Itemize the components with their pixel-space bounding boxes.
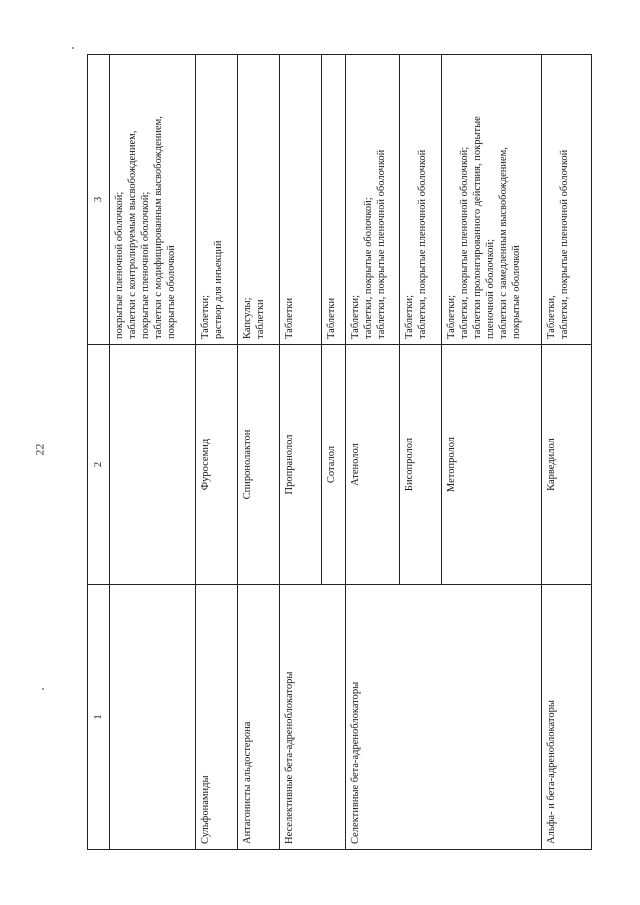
table-row	[238, 55, 280, 850]
table-row	[280, 55, 322, 850]
row9-drug: Карведилол	[542, 345, 592, 585]
table-row	[542, 55, 592, 850]
row7-forms: Таблетки; таблетки, покрытые пленочной оболочкой	[400, 55, 442, 345]
table-row	[346, 55, 400, 850]
row9-group: Альфа- и бета-адреноблокаторы	[542, 585, 592, 850]
row5-drug: Соталол	[322, 345, 346, 585]
row2-drug: Фуросемид	[196, 345, 238, 585]
row4-forms: Таблетки	[280, 55, 322, 345]
row6-forms: Таблетки; таблетки, покрытые оболочкой; таблетки, покрытые пленочной оболочкой	[346, 55, 400, 345]
header-col-2: 2	[88, 345, 110, 585]
row9-forms: Таблетки, таблетки, покрытые пленочной оболочкой	[542, 55, 592, 345]
row3-group: Антагонисты альдостерона	[238, 585, 280, 850]
scan-speck	[42, 688, 44, 690]
row8-forms: Таблетки; таблетки, покрытые пленочной оболочкой; таблетки пролонгированного действия, покрытые пленочной оболочкой; таблетки с замедленным высвобождением, покрытые оболочкой	[442, 55, 542, 345]
scan-speck	[72, 47, 74, 49]
row6-drug: Атенолол	[346, 345, 400, 585]
row2-forms: Таблетки; раствор для инъекций	[196, 55, 238, 345]
page-number: 22	[32, 443, 47, 456]
row4-group: Неселективные бета-адреноблокаторы	[280, 585, 346, 850]
table-row	[196, 55, 238, 850]
row8-drug: Метопролол	[442, 345, 542, 585]
table-row	[110, 55, 196, 850]
row5-forms: Таблетки	[322, 55, 346, 345]
table-header-row	[88, 55, 110, 850]
drug-table	[87, 54, 592, 850]
row1-forms: покрытые пленочной оболочкой; таблетки с контролируемым высвобождением, покрытые пленочной оболочкой; таблетки с модифицированным высвобождением, покрытые оболочкой	[110, 55, 196, 345]
row1-group	[110, 585, 196, 850]
row1-drug	[110, 345, 196, 585]
rotated-table-wrapper	[87, 55, 571, 850]
header-col-3: 3	[88, 55, 110, 345]
row2-group: Сульфонамиды	[196, 585, 238, 850]
row3-drug: Спиронолактон	[238, 345, 280, 585]
row6-group: Селективные бета-адреноблокаторы	[346, 585, 542, 850]
row7-drug: Бисопролол	[400, 345, 442, 585]
row3-forms: Капсулы; таблетки	[238, 55, 280, 345]
header-col-1: 1	[88, 585, 110, 850]
row4-drug: Пропранолол	[280, 345, 322, 585]
